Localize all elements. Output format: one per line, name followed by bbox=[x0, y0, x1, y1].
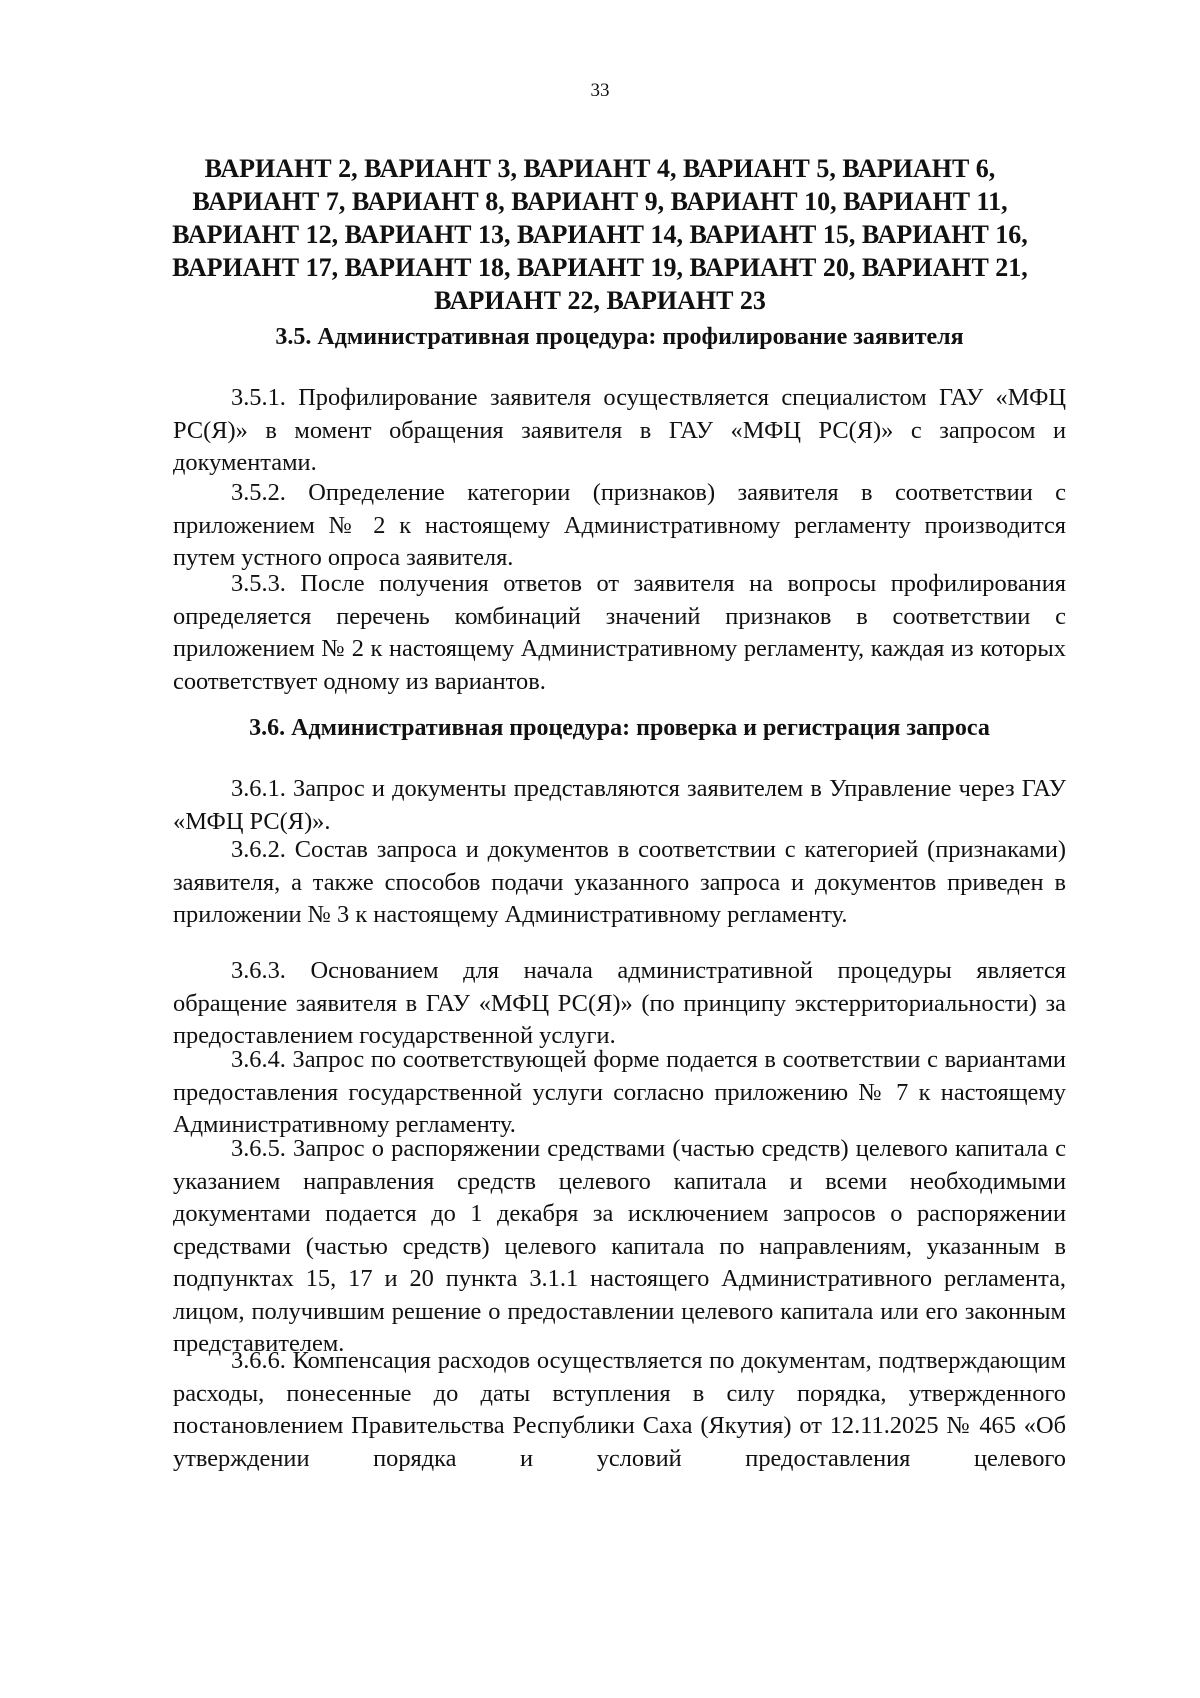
paragraph-3-6-2: 3.6.2. Состав запроса и документов в соответствии с категорией (признаками) заявителя, а также способов подачи указанного запроса и документов приведен в приложении № 3 к настоящему Административному регламенту. bbox=[173, 836, 1066, 928]
variants-heading-line: ВАРИАНТ 2, ВАРИАНТ 3, ВАРИАНТ 4, ВАРИАНТ 5, ВАРИАНТ 6, bbox=[204, 154, 996, 183]
page-number: 33 bbox=[590, 80, 610, 101]
paragraph-3-6-1: 3.6.1. Запрос и документы представляются заявителем в Управление через ГАУ «МФЦ РС(Я)». bbox=[173, 775, 1066, 835]
paragraph-3-6-5: 3.6.5. Запрос о распоряжении средствами (частью средств) целевого капитала с указанием направления средств целевого капитала и всеми необходимыми документами подается до 1 декабря за исключением запросов о распоряжении средствами (частью средств) целевого капитала по направлениям, указанным в подпунктах 15, 17 и 20 пункта 3.1.1 настоящего Административного регламента, лицом, получившим решение о предоставлении целевого капитала или его законным представителем. bbox=[173, 1135, 1066, 1357]
paragraph-3-6-4: 3.6.4. Запрос по соответствующей форме подается в соответствии с вариантами предоставления государственной услуги согласно приложению № 7 к настоящему Административному регламенту. bbox=[173, 1046, 1066, 1138]
variants-heading-line: ВАРИАНТ 7, ВАРИАНТ 8, ВАРИАНТ 9, ВАРИАНТ 10, ВАРИАНТ 11, bbox=[192, 187, 1008, 216]
paragraph-3-6-3: 3.6.3. Основанием для начала административной процедуры является обращение заявителя в ГАУ «МФЦ РС(Я)» (по принципу экстерриториальности) за предоставлением государственной услуги. bbox=[173, 957, 1066, 1049]
paragraph-3-5-2: 3.5.2. Определение категории (признаков) заявителя в соответствии с приложением № 2 к настоящему Административному регламенту производится путем устного опроса заявителя. bbox=[173, 479, 1066, 571]
variants-heading bbox=[0, 152, 1200, 317]
paragraph-3-5-1: 3.5.1. Профилирование заявителя осуществляется специалистом ГАУ «МФЦ РС(Я)» в момент обращения заявителя в ГАУ «МФЦ РС(Я)» с запросом и документами. bbox=[173, 384, 1066, 476]
paragraph-3-5-3: 3.5.3. После получения ответов от заявителя на вопросы профилирования определяется перечень комбинаций значений признаков в соответствии с приложением № 2 к настоящему Административному регламенту, каждая из которых соответствует одному из вариантов. bbox=[173, 570, 1066, 695]
variants-heading-line: ВАРИАНТ 22, ВАРИАНТ 23 bbox=[434, 286, 766, 315]
section-3-6-heading: 3.6. Административная процедура: проверка и регистрация запроса bbox=[249, 715, 990, 741]
section-3-5-heading: 3.5. Административная процедура: профилирование заявителя bbox=[275, 324, 964, 350]
paragraph-3-6-6: 3.6.6. Компенсация расходов осуществляется по документам, подтверждающим расходы, понесенные до даты вступления в силу порядка, утвержденного постановлением Правительства Республики Саха (Якутия) от 12.11.2025 № 465 «Об утверждении порядка и условий предоставления целевого bbox=[173, 1347, 1066, 1472]
variants-heading-line: ВАРИАНТ 12, ВАРИАНТ 13, ВАРИАНТ 14, ВАРИАНТ 15, ВАРИАНТ 16, bbox=[172, 220, 1028, 249]
variants-heading-line: ВАРИАНТ 17, ВАРИАНТ 18, ВАРИАНТ 19, ВАРИАНТ 20, ВАРИАНТ 21, bbox=[172, 253, 1028, 282]
